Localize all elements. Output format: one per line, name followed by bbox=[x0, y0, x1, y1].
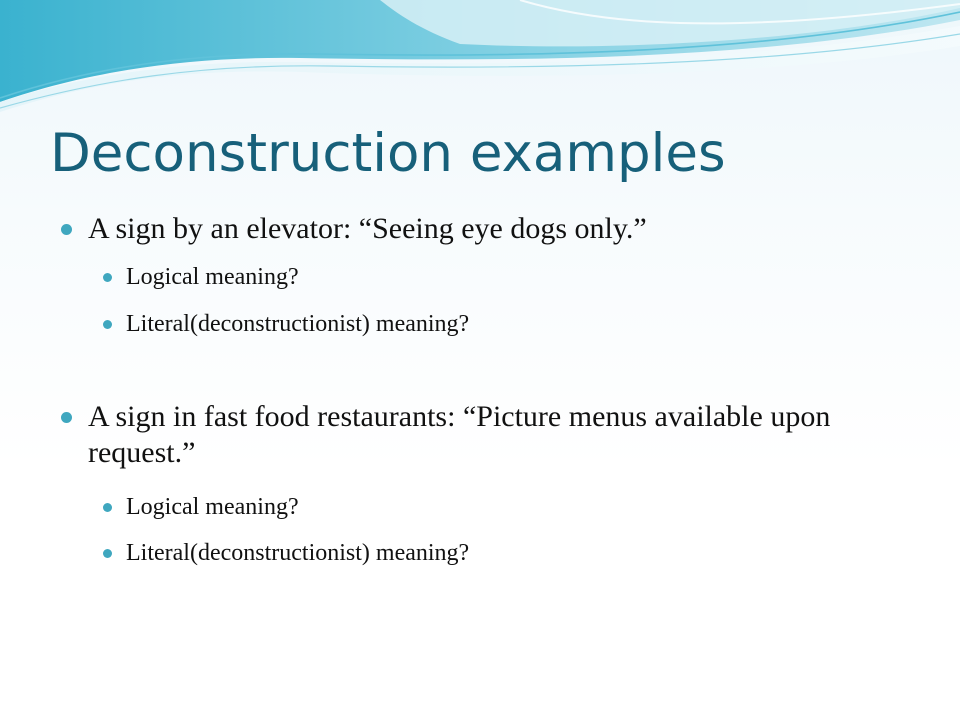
bullet-dot-icon bbox=[103, 273, 112, 282]
slide-title: Deconstruction examples bbox=[50, 123, 726, 184]
bullet-dot-icon bbox=[61, 412, 72, 423]
bullet-text: A sign by an elevator: “Seeing eye dogs only.” bbox=[88, 212, 647, 245]
sub-bullet-text: Logical meaning? bbox=[126, 494, 299, 520]
bullet-item bbox=[88, 211, 868, 247]
sub-bullet-item bbox=[126, 309, 826, 339]
sub-bullet-item bbox=[126, 492, 826, 522]
sub-bullet-text: Literal(deconstructionist) meaning? bbox=[126, 540, 470, 566]
sub-bullet-item bbox=[126, 538, 826, 568]
sub-bullet-text: Literal(deconstructionist) meaning? bbox=[126, 311, 470, 337]
bullet-dot-icon bbox=[103, 320, 112, 329]
sub-bullet-text: Logical meaning? bbox=[126, 264, 299, 290]
bullet-dot-icon bbox=[103, 549, 112, 558]
bullet-item bbox=[88, 399, 868, 471]
sub-bullet-item bbox=[126, 262, 826, 292]
bullet-text: A sign in fast food restaurants: “Picture menus available upon request.” bbox=[88, 400, 831, 469]
bullet-dot-icon bbox=[61, 224, 72, 235]
bullet-dot-icon bbox=[103, 503, 112, 512]
